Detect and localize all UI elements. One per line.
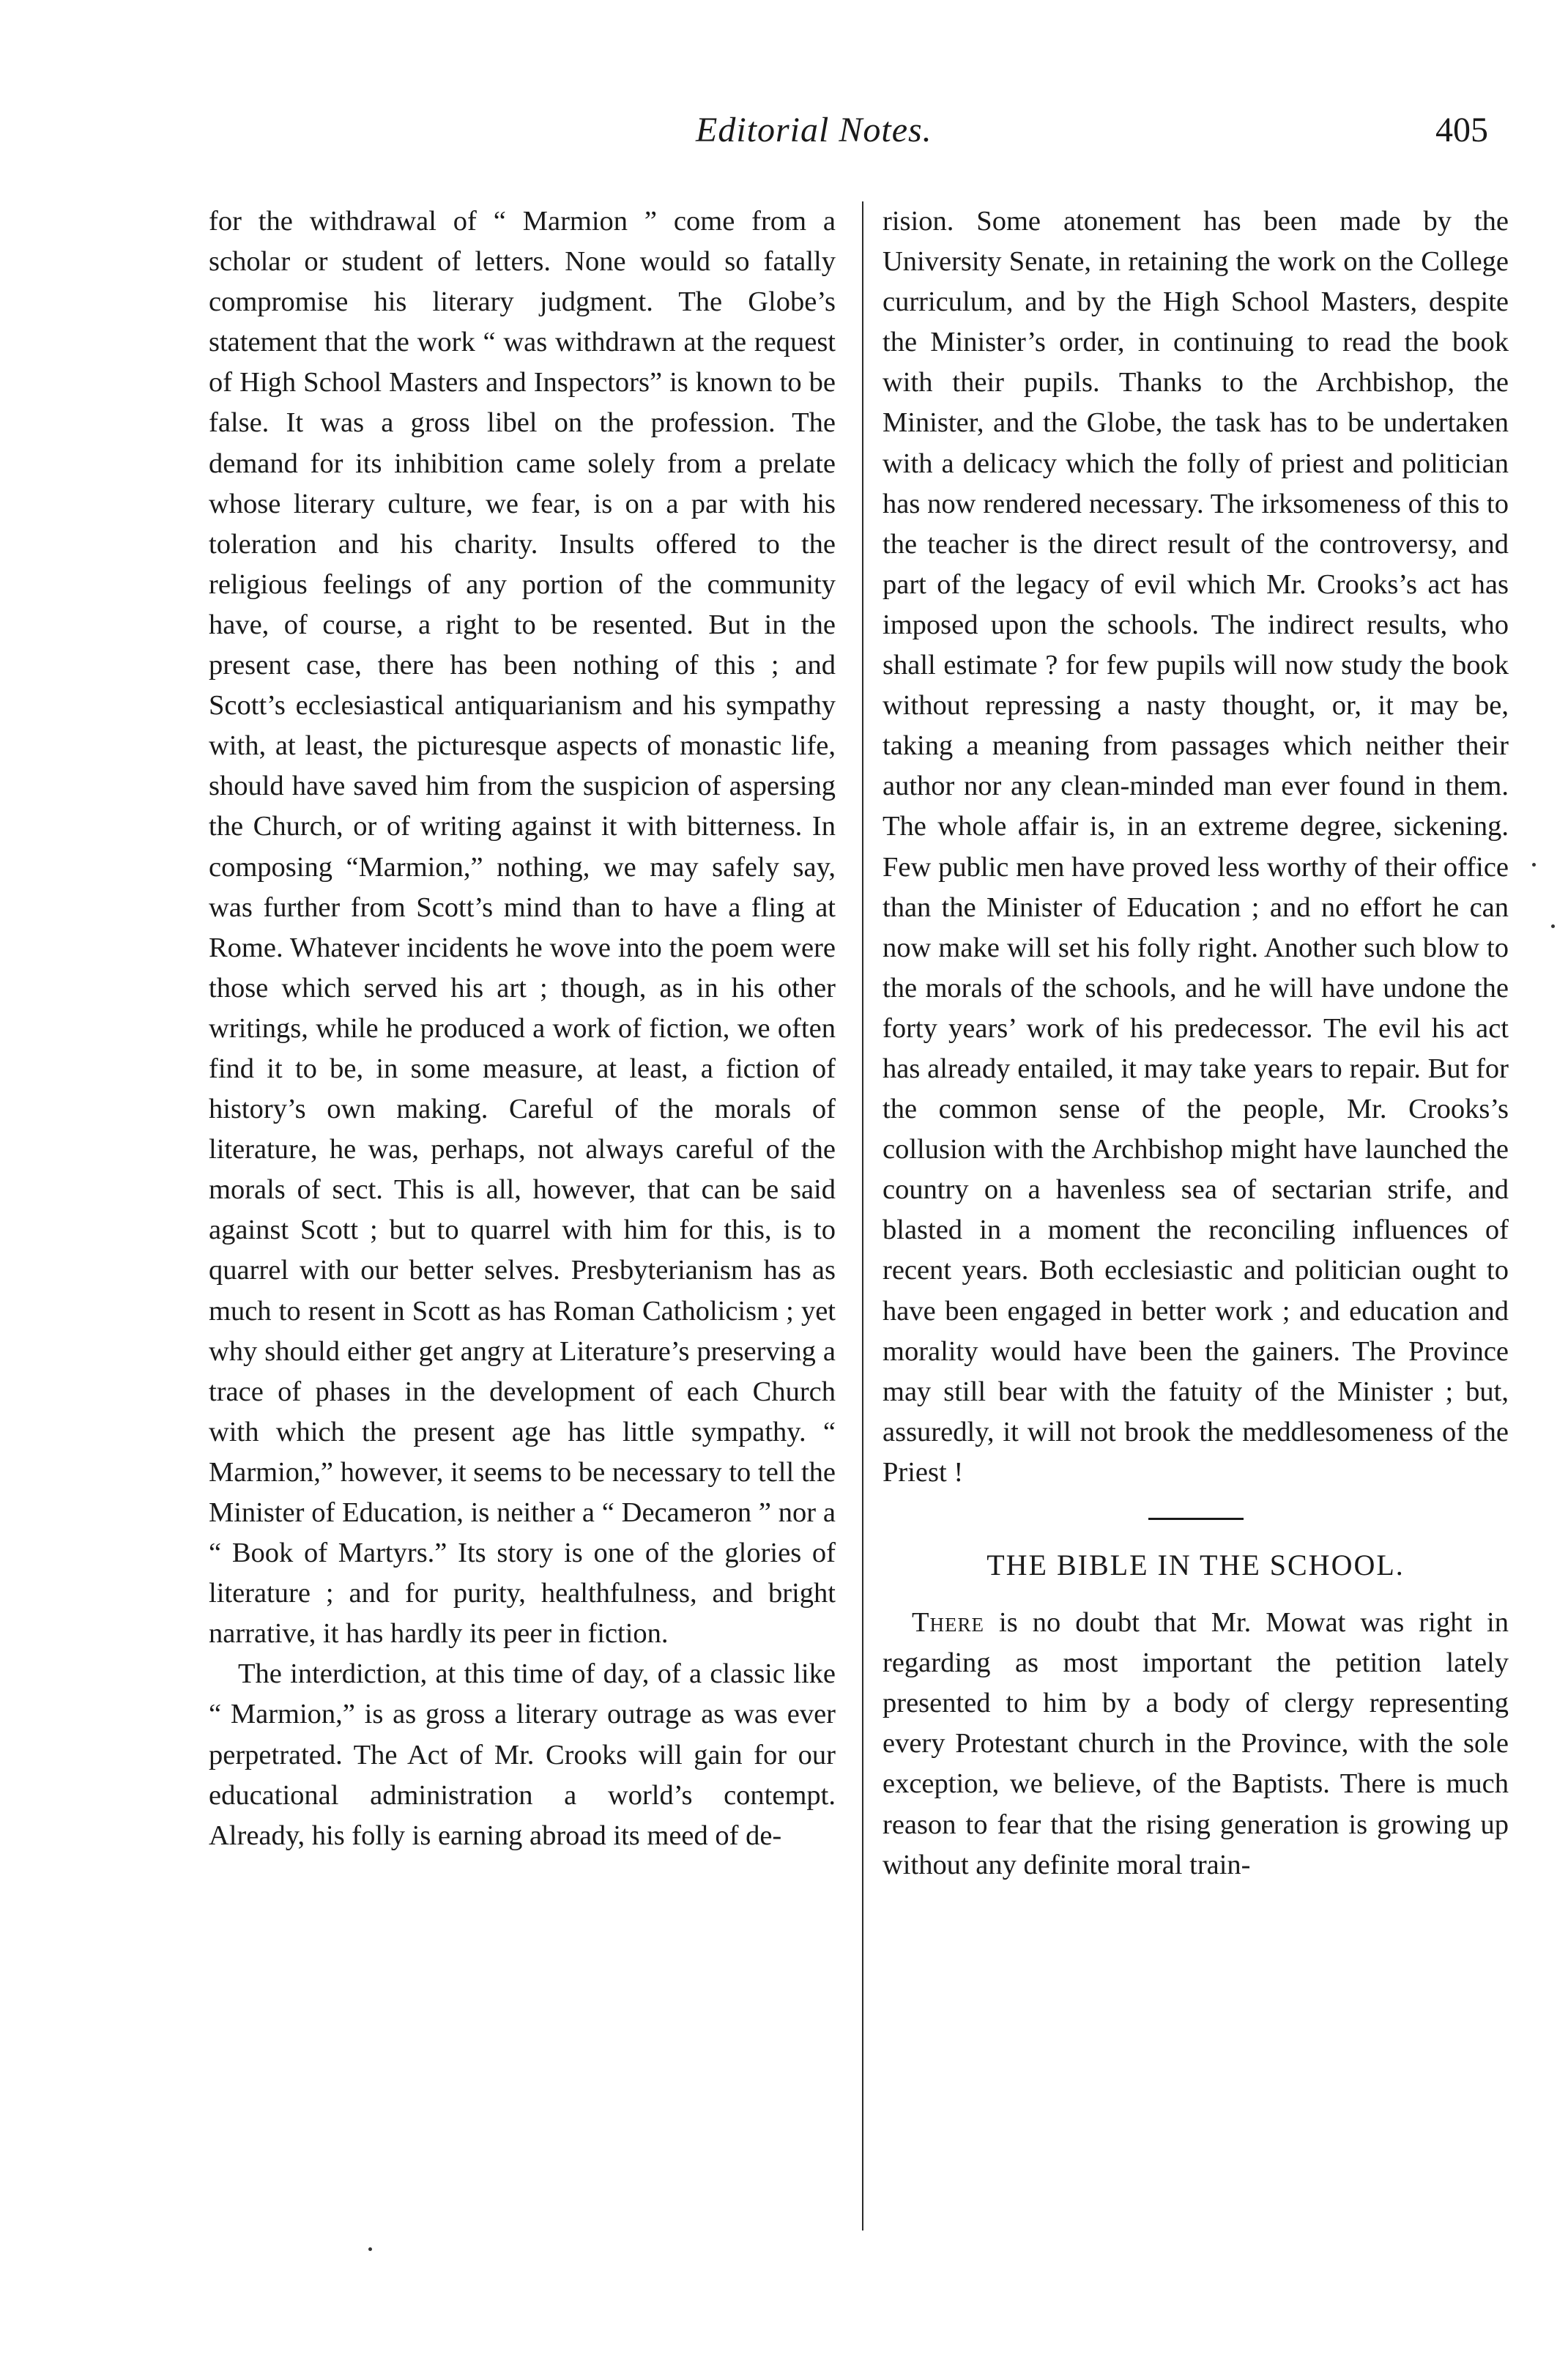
right-column: [883, 201, 1509, 1885]
running-title: Editorial Notes.: [696, 111, 932, 149]
print-speck: [368, 2247, 372, 2251]
column-rule: [862, 201, 863, 2230]
section-lead-word: There: [912, 1607, 985, 1639]
right-paragraph-1: rision. Some atonement has been made by the University Senate, in retaining the work on the College curriculum, and by the High School Masters, despite the Minister’s order, in continuing to read the book with their pupils. Thanks to the Archbishop, the Minister, and the Globe, the task has to be undertaken with a delicacy which the folly of priest and politician has now rendered necessary. The irksomeness of this to the teacher is the direct result of the controversy, and part of the legacy of evil which Mr. Crooks’s act has imposed upon the schools. The indirect results, who shall estimate ? for few pupils will now study the book without repressing a nasty thought, or, it may be, taking a meaning from passages which neither their author nor any clean-minded man ever found in them. The whole affair is, in an extreme degree, sickening. Few public men have proved less worthy of their office than the Minister of Education ; and no effort he can now make will set his folly right. Another such blow to the morals of the schools, and he will have undone the forty years’ work of his predecessor. The evil his act has already entailed, it may take years to repair. But for the common sense of the people, Mr. Crooks’s collusion with the Archbishop might have launched the country on a havenless sea of sectarian strife, and blasted in a moment the reconciling influences of recent years. Both ecclesiastic and politician ought to have been engaged in better work ; and education and morality would have been the gainers. The Province may still bear with the fatuity of the Minister ; but, assuredly, it will not brook the meddlesomeness of the Priest !: [883, 206, 1509, 1488]
section-paragraph-text: is no doubt that Mr. Mowat was right in regarding as most important the petition lately presented to him by a body of clergy representing every Protestant church in the Province, with the sole exception, we believe, of the Baptists. There is much reason to fear that the rising generation is growing up without any definite moral train-: [883, 1607, 1509, 1880]
section-divider: [1148, 1518, 1244, 1520]
section-heading: THE BIBLE IN THE SCHOOL.: [986, 1549, 1405, 1581]
print-speck: [1551, 924, 1555, 928]
print-speck: [1532, 863, 1536, 867]
section-paragraph: [883, 1603, 1509, 1885]
left-paragraph-2: The interdiction, at this time of day, of a classic like “ Marmion,” is as gross a literary outrage as was ever perpetrated. The Act of Mr. Crooks will gain for our educational administration a world’s contempt. Already, his folly is earning abroad its meed of de-: [209, 1658, 836, 1851]
left-column: [209, 201, 836, 1856]
page-number: 405: [1435, 111, 1488, 149]
page-header: [0, 110, 1568, 168]
left-paragraph-1: for the withdrawal of “ Marmion ” come from a scholar or student of letters. None would so fatally compromise his literary judgment. The Globe’s statement that the work “ was withdrawn at the request of High School Masters and Inspectors” is known to be false. It was a gross libel on the profession. The demand for its inhibition came solely from a prelate whose literary culture, we fear, is on a par with his toleration and his charity. Insults offered to the religious feelings of any portion of the community have, of course, a right to be resented. But in the present case, there has been nothing of this ; and Scott’s ecclesiastical antiquarianism and his sympathy with, at least, the picturesque aspects of monastic life, should have saved him from the suspicion of aspersing the Church, or of writing against it with bitterness. In composing “Marmion,” nothing, we may safely say, was further from Scott’s mind than to have a fling at Rome. Whatever incidents he wove into the poem were those which served his art ; though, as in his other writings, while he produced a work of fiction, we often find it to be, in some measure, at least, a fiction of history’s own making. Careful of the morals of literature, he was, perhaps, not always careful of the morals of sect. This is all, however, that can be said against Scott ; but to quarrel with him for this, is to quarrel with our better selves. Presbyterianism has as much to resent in Scott as has Roman Catholicism ; yet why should either get angry at Literature’s preserving a trace of phases in the development of each Church with which the present age has little sympathy. “ Marmion,” however, it seems to be necessary to tell the Minister of Education, is neither a “ Decameron ” nor a “ Book of Martyrs.” Its story is one of the glories of literature ; and for purity, healthfulness, and bright narrative, it has hardly its peer in fiction.: [209, 206, 836, 1650]
